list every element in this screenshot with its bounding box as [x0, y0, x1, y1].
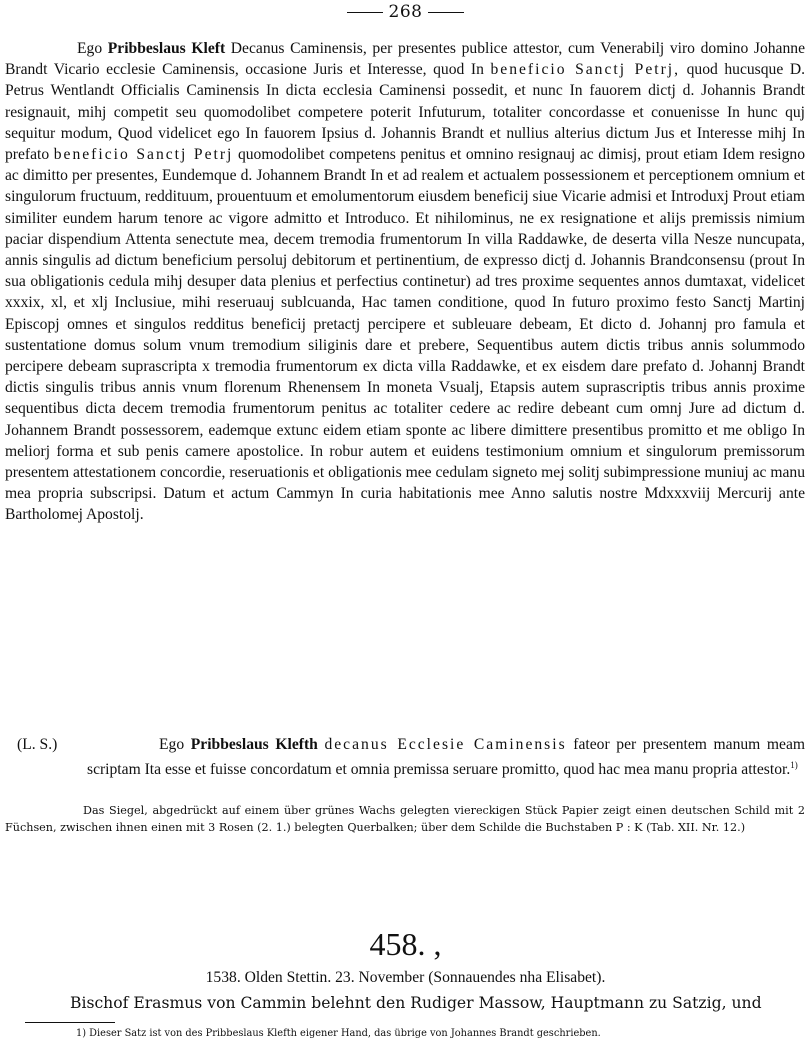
- header-rule-right: [428, 12, 464, 13]
- text-segment: fateor per presentem manum meam scriptam Ita esse et fuisse concordatum et omnia premissa seruare promitto, quod hac mea manu propria attestor.: [87, 736, 806, 779]
- signatory-name: Pribbeslaus Klefth: [190, 736, 318, 753]
- lead-word: Ego: [159, 736, 185, 753]
- footnote: 1) Dieser Satz ist von des Pribbeslaus Klefth eigener Hand, das übrige von Johannes Brandt geschrieben.: [76, 1028, 601, 1039]
- document-number: 458. ,: [369, 926, 442, 962]
- date-line: 1538. Olden Stettin. 23. November (Sonnauendes nha Elisabet).: [205, 969, 606, 986]
- spaced-phrase: decanus Ecclesie Caminensis: [324, 736, 567, 753]
- charter-text: [5, 38, 805, 526]
- attestation-block: [5, 734, 805, 781]
- lead-word: Ego: [77, 40, 103, 57]
- text-segment: quod hucusque D. Petrus Wentlandt Officialis Caminensis In dicta ecclesia Caminensi possedit, et nunc In fauorem dictj d. Johannis Brandt resignauit, mihj competit seu quomodolibet competere poterit Infuturum, totaliter concordasse et conuenisse In hunc quj sequitur modum, Quod videlicet ego In fauorem Ipsius d. Johannis Brandt et nullius alterius dictum Jus et Interesse mihj In prefato: [5, 61, 806, 164]
- page-header: [0, 2, 811, 22]
- spaced-phrase: beneficio Sanctj Petrj: [53, 146, 234, 164]
- seal-description: Das Siegel, abgedrückt auf einem über grünes Wachs gelegten viereckigen Stück Papier zeigt einen deutschen Schild mit 2 Füchsen, zwischen ihnen einen mit 3 Rosen (2. 1.) belegten Querbalken; über dem Schilde die Buchstaben P : K (Tab. XII. Nr. 12.): [5, 804, 805, 834]
- attestation-text: [87, 734, 805, 781]
- spaced-phrase: beneficio Sanctj Petrj,: [490, 61, 681, 79]
- header-rule-left: [347, 12, 383, 13]
- page-number: 268: [388, 2, 423, 22]
- regest-summary: Bischof Erasmus von Cammin belehnt den Rudiger Massow, Hauptmann zu Satzig, und: [70, 994, 762, 1012]
- text-segment: quomodolibet competens penitus et omnino resignauj ac dimisj, prout etiam Idem resigno ac dimitto per presentes, Eundemque d. Johannem Brandt In et ad realem et actualem possessionem et perceptionem omnium et singulorum fructuum, reddituum, prouentuum et emolumentorum eiusdem beneficij siue Vicarie admisi et Introduxj Prout etiam similiter eundem harum tenore ac vigore admitto et Introduco. Et nihilominus, ne ex resignatione et alijs premissis nimium paciar dispendium Attenta senectute mea, decem tremodia frumentorum In villa Raddawke, de deserta villa Nesze nuncupata, annis singulis ad dictum beneficium persoluj debitorum et pertinentium, de expresso dictj d. Johannis Brandconsensu (prout In sua obligationis cedula mihj desuper data plenius et perfectius continetur) ad tres proxime sequentes annos dumtaxat, videlicet xxxix, xl, et xlj Inclusiue, mihi reseruauj sublcuanda, Hac tamen conditione, quod In futuro proximo festo Sanctj Martinj Episcopj omnes et singulos redditus beneficij pretactj percipere et subleuare debeam, Et dicto d. Johannj pro famula et sustentatione domus solum vnum tremodium siliginis dare et prebere, Sequentibus autem dictis tribus annis solummodo percipere debeam suprascripta x tremodia frumentorum ex dicta villa Raddawke, et ex eisdem dare prefato d. Johannj Brandt dictis singulis tribus annis vnum florenum Rhenensem In moneta Vsualj, Etapsis autem suprascriptis tribus annis proxime sequentibus dicta decem tremodia frumentorum penitus ac totaliter cedere ac redire debeant cum omnj Jure ad dictum d. Johannem Brandt possessorem, eademque extunc eidem etiam sponte ac libere dimittere presentibus promitto et me obligo In meliorj forma et sub penis camere apostolice. In robur autem et euidens testimonium omnium et singulorum premissorum presentem attestationem concordie, reseruationis et obligationis mee cedulam signeto mej solitj subimpressione muniuj ac manu mea propria subscripsi. Datum et actum Cammyn In curia habitationis mee Anno salutis nostre Mdxxxviij Mercurij ante Bartholomej Apostolj.: [5, 146, 805, 524]
- footnote-marker: 1): [790, 760, 798, 771]
- issuer-name: Pribbeslaus Kleft: [107, 40, 226, 57]
- footnote-rule: [25, 1022, 115, 1023]
- text-segment: Decanus Caminensis, per presentes publice attestor, cum Venerabilj viro domino Johanne Brandt Vicario ecclesie Caminensis, occasione Juris et Interesse, quod In: [5, 40, 805, 79]
- charter-paragraph: [5, 38, 805, 526]
- seal-label: (L. S.): [17, 736, 58, 753]
